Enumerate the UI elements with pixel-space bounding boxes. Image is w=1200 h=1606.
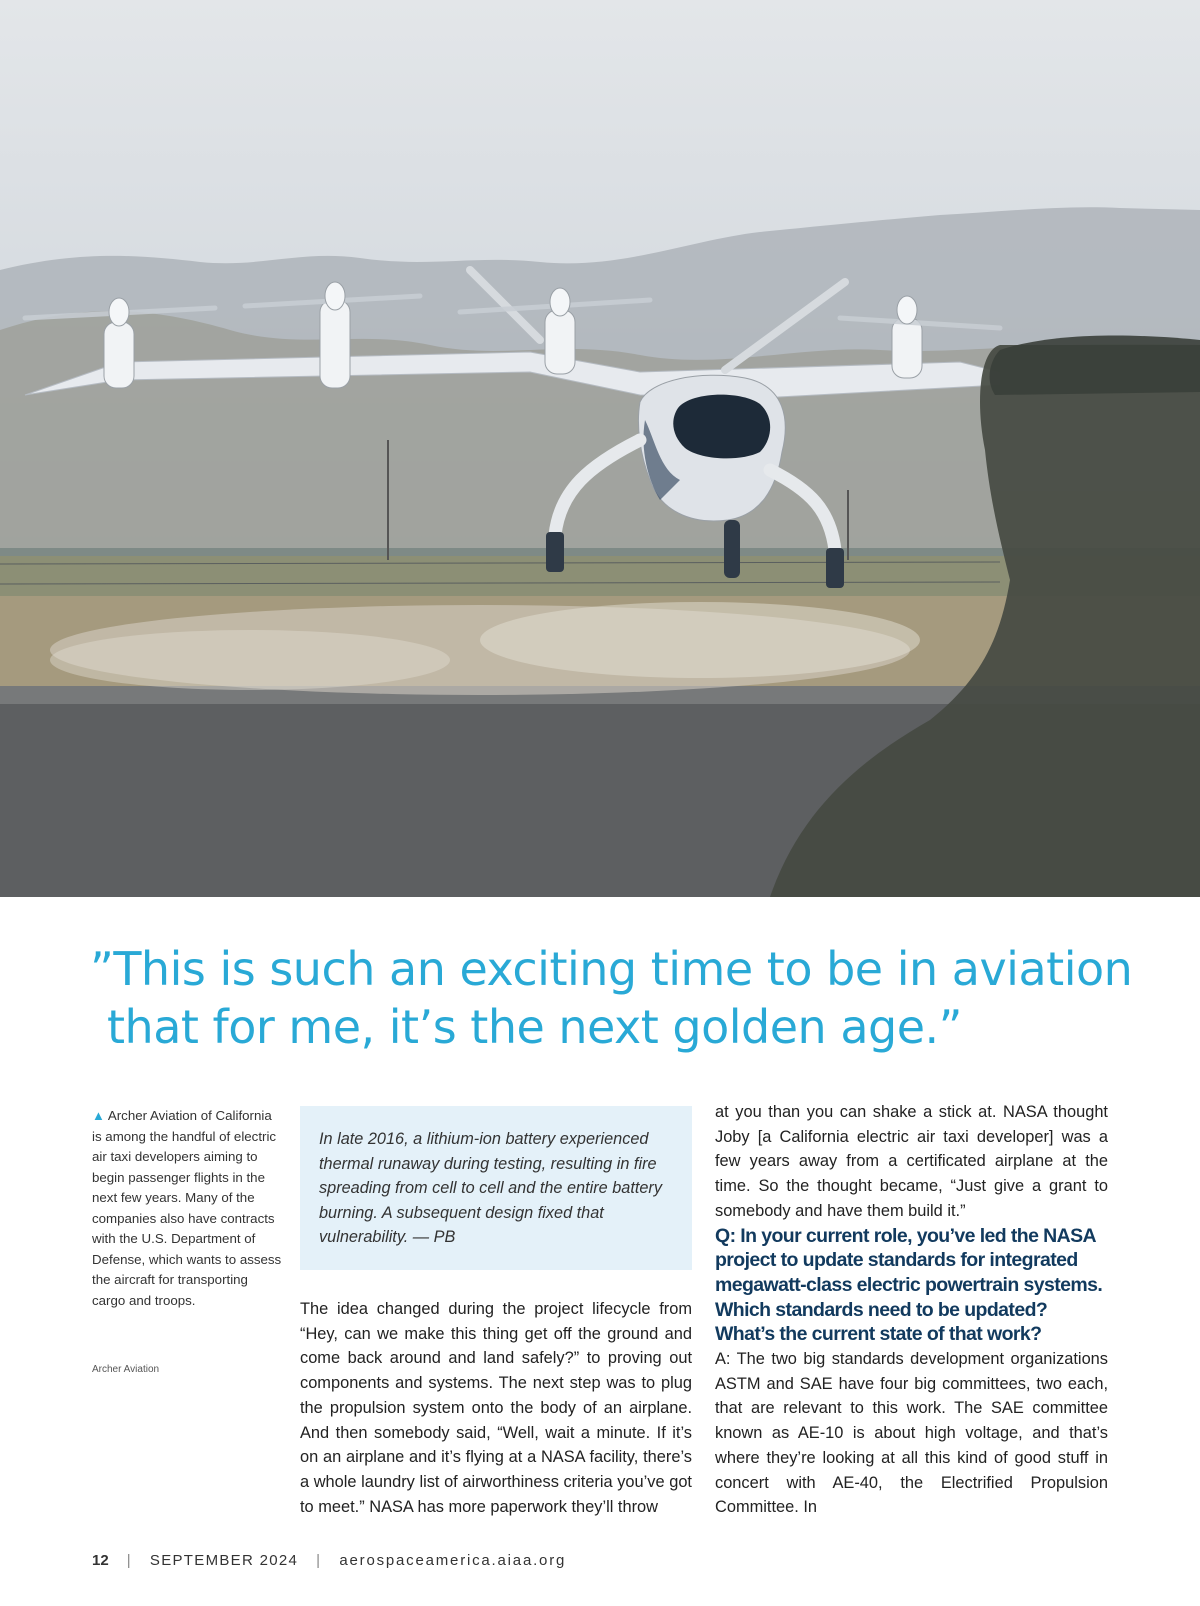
sidebar-text: In late 2016, a lithium-ion battery experienced thermal runaway during testing, resulting in fire spreading from cell to cell and the entire battery burning. A subsequent design fixed that vulnerability. — PB bbox=[319, 1130, 662, 1247]
pull-quote bbox=[90, 940, 1150, 1056]
body-paragraph: at you than you can shake a stick at. NASA thought Joby [a California electric air taxi developer] was a few years away from a certificated airplane at the time. So the thought became, “Just give a grant to somebody and have them build it.” bbox=[715, 1103, 1108, 1220]
website-url: aerospaceamerica.aiaa.org bbox=[339, 1552, 567, 1569]
body-paragraph: The idea changed during the project lifecycle from “Hey, can we make this thing get off the ground and come back around and land safely?” to proving out components and systems. The next step was to plug the propulsion system onto the body of an airplane. And then somebody said, “Well, wait a minute. If it’s on an airplane and it’s flying at a NASA facility, there’s a whole laundry list of airworthiness criteria you’ve got to meet.” NASA has more paperwork they’ll throw bbox=[300, 1300, 692, 1516]
triangle-up-icon: ▲ bbox=[92, 1108, 105, 1123]
sidebar-note bbox=[300, 1106, 692, 1270]
issue-date: SEPTEMBER 2024 bbox=[149, 1552, 299, 1569]
footer-separator: | bbox=[316, 1552, 322, 1569]
footer-separator: | bbox=[126, 1552, 132, 1569]
pull-quote-line-1: ”This is such an exciting time to be in aviation bbox=[90, 942, 1133, 996]
interview-answer: A: The two big standards development organizations ASTM and SAE have four big committees, two each, that are relevant to this work. The SAE committee known as AE-10 is about high voltage, and that’s where they’re looking at all this kind of good stuff in concert with AE-40, the Electrified Propulsion Committee. In bbox=[715, 1350, 1108, 1517]
page-footer bbox=[92, 1552, 566, 1569]
body-column-right bbox=[715, 1100, 1108, 1520]
photo-caption bbox=[92, 1106, 282, 1311]
page-number: 12 bbox=[92, 1552, 109, 1569]
photo-credit: Archer Aviation bbox=[92, 1364, 160, 1375]
caption-text: Archer Aviation of California is among the handful of electric air taxi developers aiming to begin passenger flights in the next few years. Many of the companies also have contracts with the U.S. Department of Defense, which wants to assess the aircraft for transporting cargo and troops. bbox=[92, 1108, 282, 1308]
pull-quote-line-2: that for me, it’s the next golden age.” bbox=[107, 1000, 962, 1054]
body-column-middle bbox=[300, 1297, 692, 1519]
interview-question: Q: In your current role, you’ve led the NASA project to update standards for integrated megawatt-class electric powertrain systems. Which standards need to be updated? What’s the current state of that work? bbox=[715, 1224, 1103, 1346]
